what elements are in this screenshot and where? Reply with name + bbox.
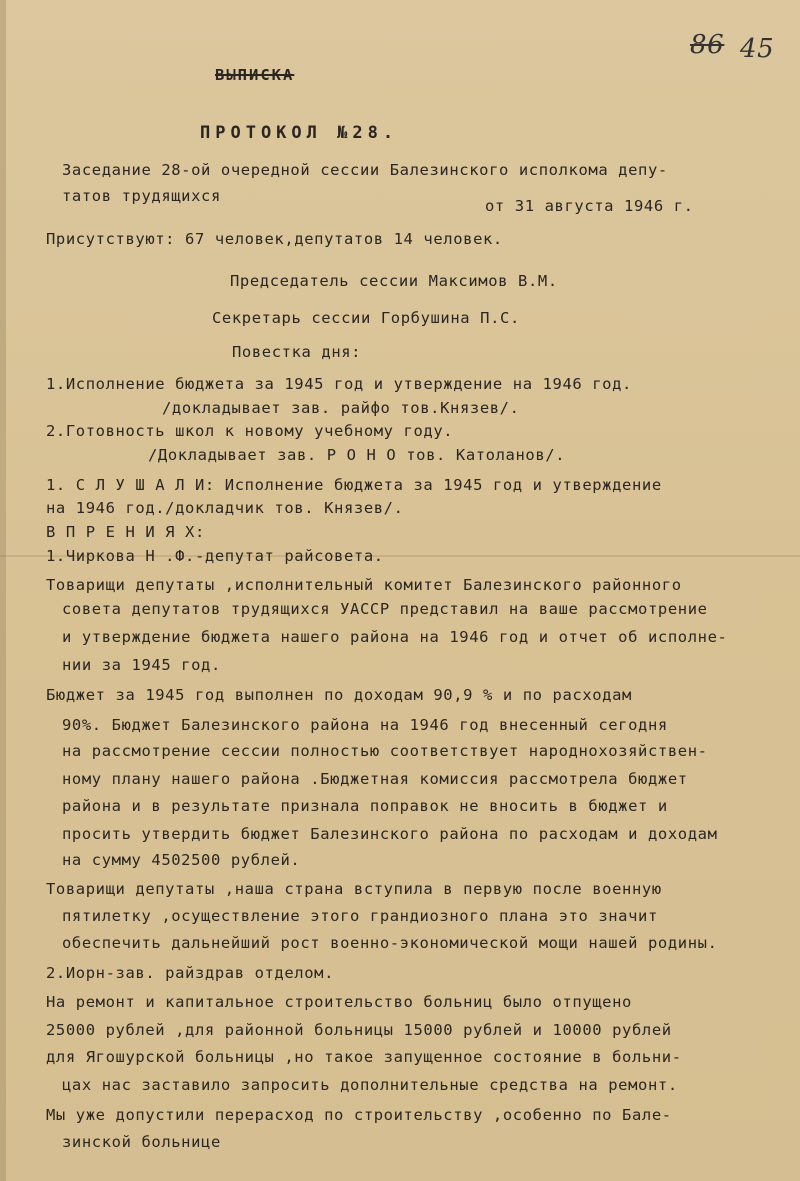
text-line: нии за 1945 год. bbox=[62, 656, 221, 674]
agenda-item-speaker: /докладывает зав. райфо тов.Князев/. bbox=[162, 399, 520, 417]
text-line: просить утвердить бюджет Балезинского района по расходам и доходам bbox=[62, 825, 718, 843]
speaker-line: 1.Чиркова Н .Ф.-депутат райсовета. bbox=[46, 547, 384, 565]
text-line: для Ягошурской больницы ,но такое запущенное состояние в больни- bbox=[46, 1048, 682, 1066]
text-line: ному плану нашего района .Бюджетная комиссия рассмотрела бюджет bbox=[62, 770, 688, 788]
agenda-item: 1.Исполнение бюджета за 1945 год и утверждение на 1946 год. bbox=[46, 375, 632, 393]
struck-header-label: ВЫПИСКА bbox=[215, 66, 295, 84]
text-line: Мы уже допустили перерасход по строительству ,особенно по Бале- bbox=[46, 1106, 672, 1124]
debate-heading: В П Р Е Н И Я Х: bbox=[46, 523, 205, 541]
heard-heading: 1. С Л У Ш А Л И: Исполнение бюджета за 1945 год и утверждение bbox=[46, 476, 662, 494]
page-edge-shadow bbox=[0, 0, 6, 1181]
text-line: совета депутатов трудящихся УАССР представил на ваше рассмотрение bbox=[62, 600, 708, 618]
crossed-page-number: 86 bbox=[690, 30, 725, 60]
text-line: зинской больнице bbox=[62, 1133, 221, 1151]
text-line: обеспечить дальнейший рост военно-экономической мощи нашей родины. bbox=[62, 934, 718, 952]
session-secretary: Секретарь сессии Горбушина П.С. bbox=[212, 309, 520, 327]
speaker-line: 2.Иорн-зав. райздрав отделом. bbox=[46, 964, 335, 982]
agenda-heading: Повестка дня: bbox=[232, 343, 362, 361]
text-line: цах нас заставило запросить дополнительные средства на ремонт. bbox=[62, 1076, 678, 1094]
session-chairman: Председатель сессии Максимов В.М. bbox=[230, 272, 558, 290]
agenda-item: 2.Готовность школ к новому учебному году. bbox=[46, 422, 454, 440]
text-line: на рассмотрение сессии полностью соответствует народнохозяйствен- bbox=[62, 742, 708, 760]
text-line: Заседание 28-ой очередной сессии Балезинского исполкома депу- bbox=[62, 161, 668, 179]
text-line: На ремонт и капитальное строительство больниц было отпущено bbox=[46, 993, 632, 1011]
text-line: татов трудящихся bbox=[62, 187, 221, 205]
agenda-item-speaker: /Докладывает зав. Р О Н О тов. Католанов/. bbox=[148, 446, 566, 464]
text-line: на 1946 год./докладчик тов. Князев/. bbox=[46, 499, 404, 517]
text-line: 90%. Бюджет Балезинского района на 1946 год внесенный сегодня bbox=[62, 716, 668, 734]
attendance-line: Присутствуют: 67 человек,депутатов 14 человек. bbox=[46, 230, 503, 248]
text-line: Товарищи депутаты ,наша страна вступила в первую после военную bbox=[46, 880, 662, 898]
meeting-date: от 31 августа 1946 г. bbox=[485, 197, 694, 215]
page-number: 45 bbox=[740, 34, 775, 64]
text-line: района и в результате признала поправок не вносить в бюджет и bbox=[62, 797, 668, 815]
text-line: на сумму 4502500 рублей. bbox=[62, 851, 301, 869]
text-line: 25000 рублей ,для районной больницы 15000 рублей и 10000 рублей bbox=[46, 1021, 672, 1039]
text-line: Бюджет за 1945 год выполнен по доходам 90,9 % и по расходам bbox=[46, 686, 632, 704]
text-line: Товарищи депутаты ,исполнительный комитет Балезинского районного bbox=[46, 576, 682, 594]
text-line: и утверждение бюджета нашего района на 1946 год и отчет об исполне- bbox=[62, 628, 728, 646]
text-line: пятилетку ,осуществление этого грандиозного плана это значит bbox=[62, 907, 658, 925]
protocol-title: ПРОТОКОЛ №28. bbox=[200, 123, 399, 143]
